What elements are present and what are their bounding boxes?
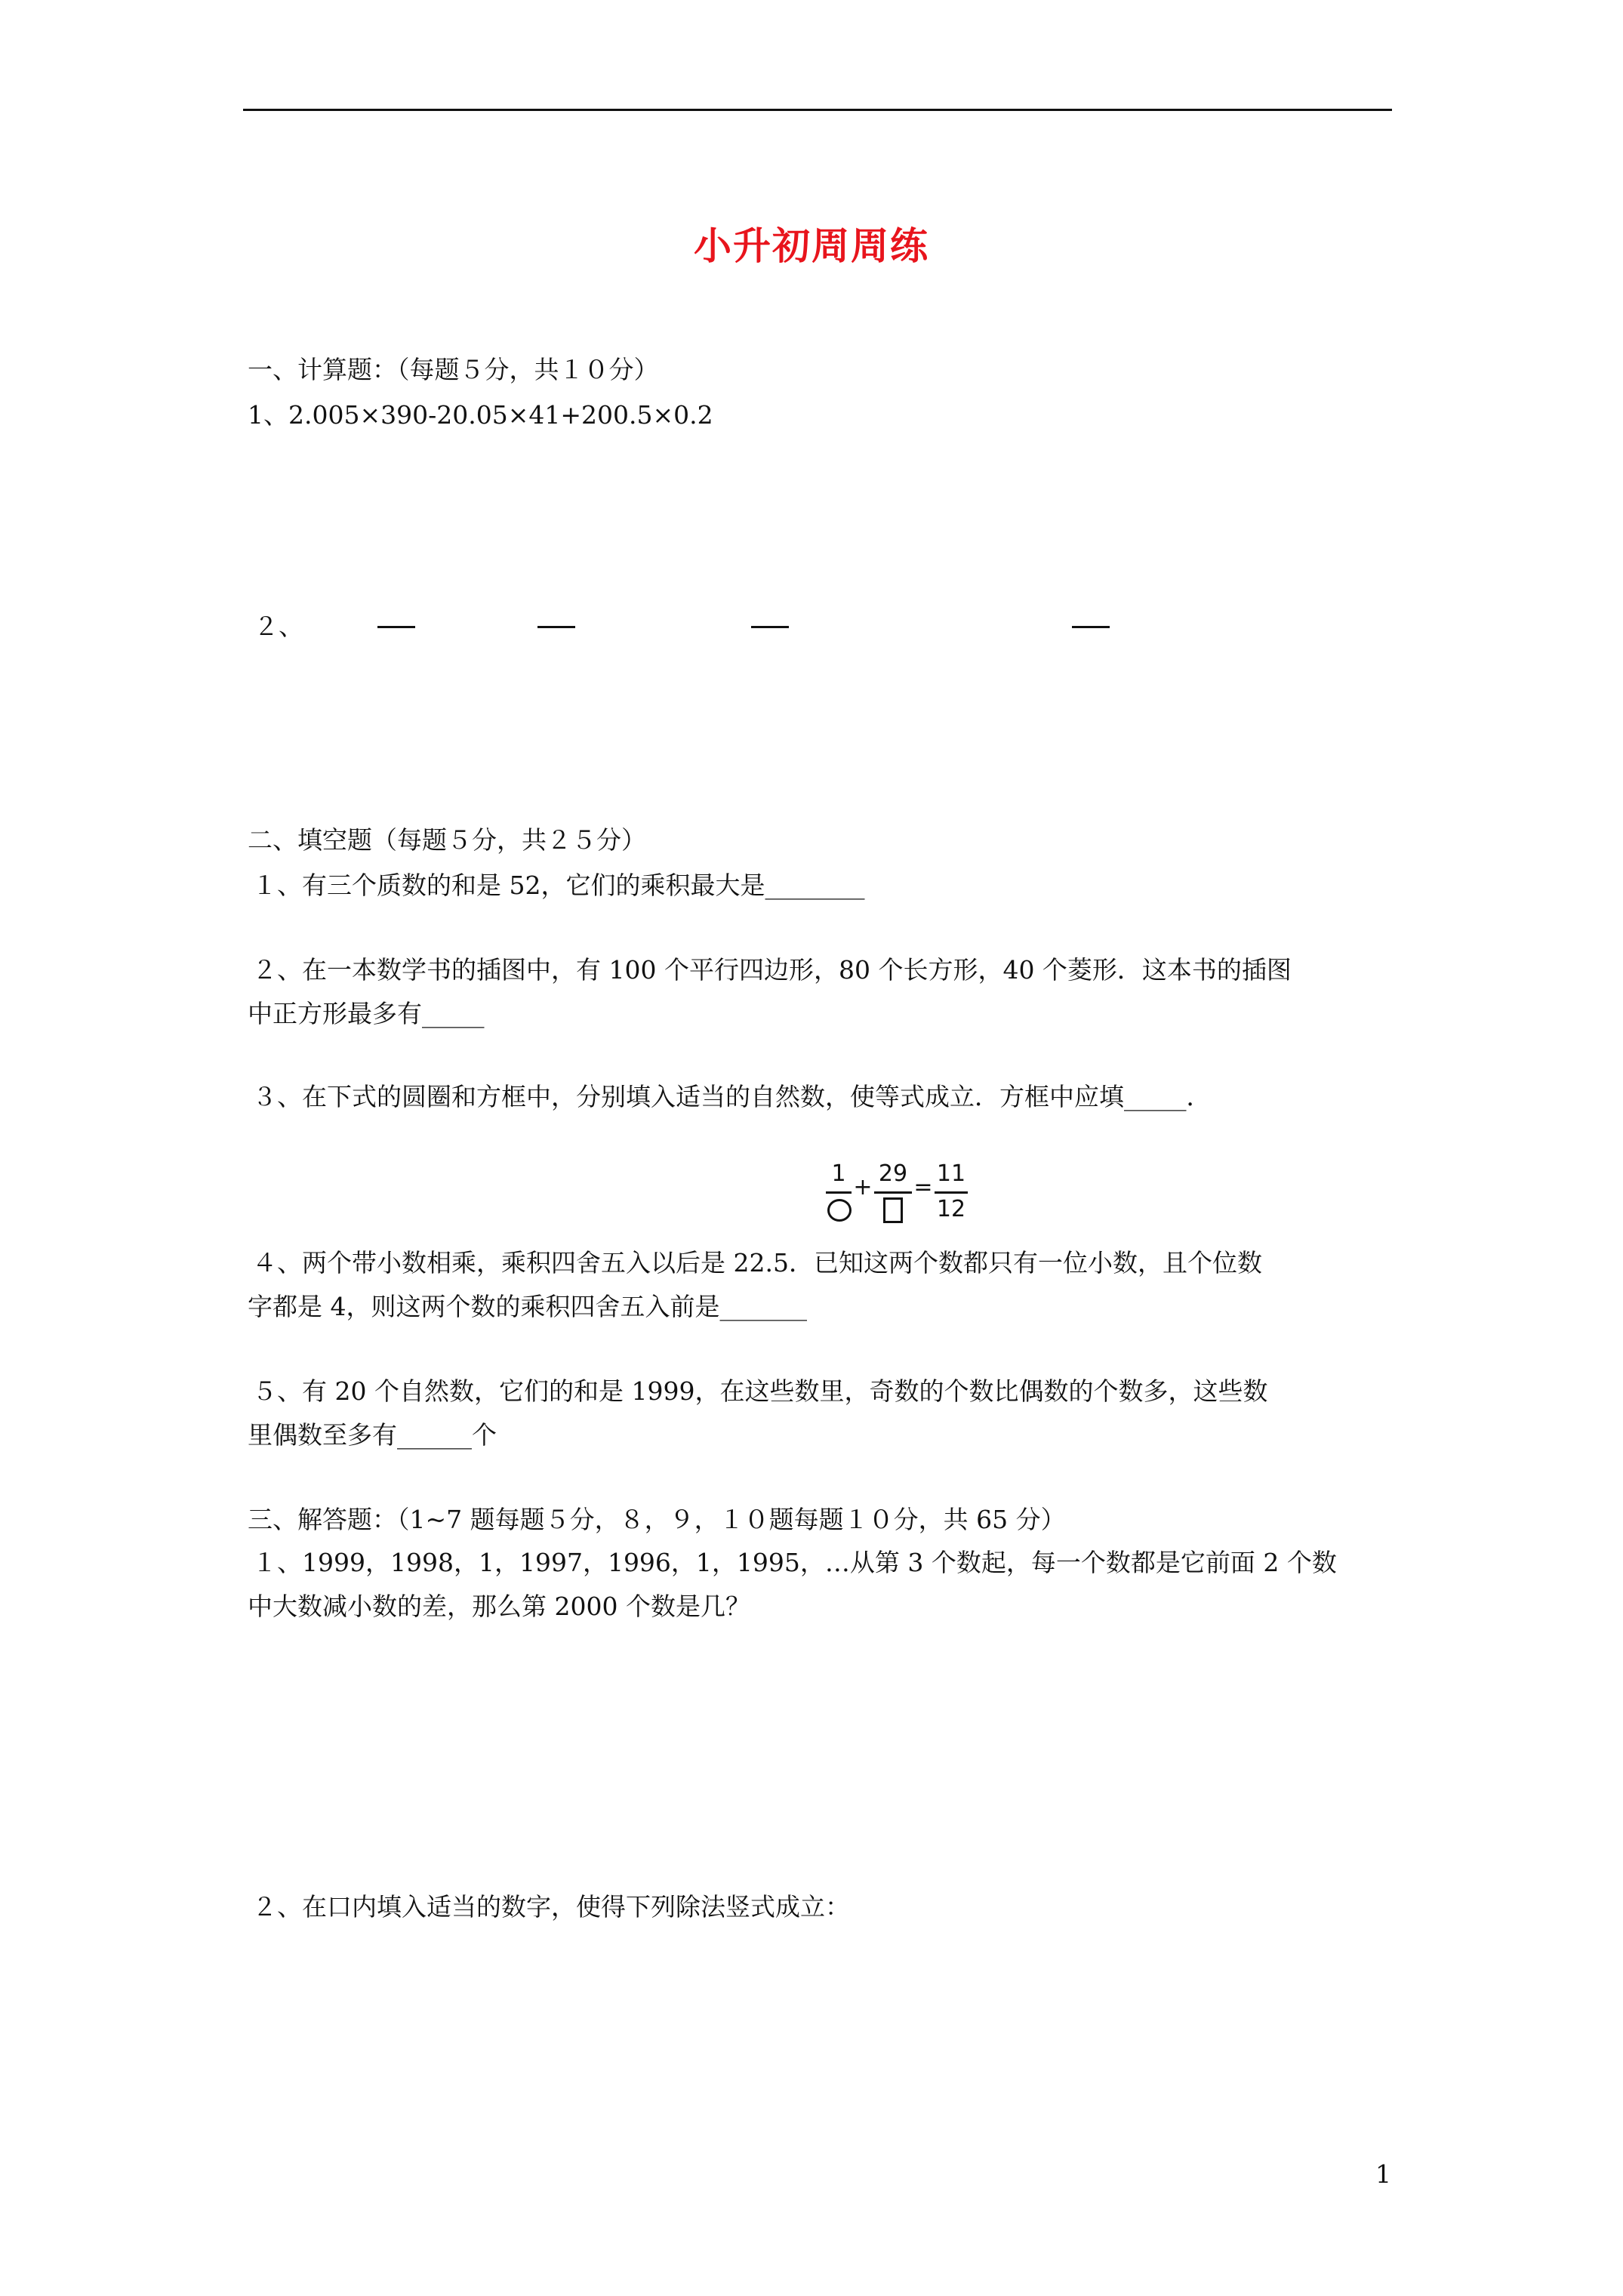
section3-question-1-line2: 中大数减小数的差，那么第 2000 个数是几？ [248, 1592, 750, 1621]
fraction-bar [751, 626, 789, 628]
fraction-bar [377, 626, 415, 628]
section3-question-2: ２、在口内填入适当的数字，使得下列除法竖式成立： [252, 1892, 850, 1922]
section1-heading: 一、计算题：（每题５分，共１０分） [248, 355, 659, 384]
equation-numerator-2: 29 [878, 1160, 908, 1187]
equation-fraction-bar [826, 1191, 852, 1194]
equation-equals: = [913, 1174, 933, 1200]
equation-numerator-1: 1 [831, 1160, 846, 1187]
section2-question-5-line1: ５、有 20 个自然数，它们的和是 1999，在这些数里，奇数的个数比偶数的个数多，这些数 [252, 1376, 1268, 1406]
fraction-bar [1072, 626, 1110, 628]
equation-numerator-3: 11 [936, 1160, 966, 1187]
section1-question-2-label: ２、 [254, 612, 303, 641]
header-rule [243, 109, 1392, 111]
section2-question-2-line2: 中正方形最多有_____ [248, 999, 485, 1028]
section1-question-1: 1、2.005×390-20.05×41+200.5×0.2 [248, 400, 713, 430]
section3-question-1-line1: １、1999，1998，1，1997，1996，1，1995，…从第 3 个数起，每一个数都是它前面 2 个数 [252, 1548, 1337, 1577]
equation-fraction-bar [935, 1191, 968, 1194]
section2-question-2-line1: ２、在一本数学书的插图中，有 100 个平行四边形，80 个长方形，40 个菱形．这本书的插图 [252, 955, 1292, 985]
section2-question-4-line2: 字都是 4，则这两个数的乘积四舍五入前是_______ [248, 1292, 807, 1321]
section2-question-1: １、有三个质数的和是 52，它们的乘积最大是________ [252, 871, 865, 900]
section3-heading: 三、解答题：（1~7 题每题５分，８，９，１０题每题１０分，共 65 分） [248, 1505, 1066, 1534]
equation-plus: + [853, 1174, 873, 1200]
page-number: 1 [1375, 2159, 1391, 2189]
fraction-bar [537, 626, 575, 628]
section2-question-4-line1: ４、两个带小数相乘，乘积四舍五入以后是 22.5．已知这两个数都只有一位小数，且个位数 [252, 1248, 1262, 1277]
section2-heading: 二、填空题（每题５分，共２５分） [248, 825, 646, 855]
page-title: 小升初周周练 [694, 223, 929, 268]
section2-question-3: ３、在下式的圆圈和方框中，分别填入适当的自然数，使等式成立．方框中应填_____． [252, 1082, 1212, 1111]
equation-circle-blank [827, 1199, 852, 1222]
equation-square-blank [883, 1197, 903, 1223]
section2-question-5-line2: 里偶数至多有______个 [248, 1420, 497, 1450]
equation-denominator-3: 12 [936, 1196, 966, 1222]
equation-fraction-bar [874, 1191, 912, 1194]
